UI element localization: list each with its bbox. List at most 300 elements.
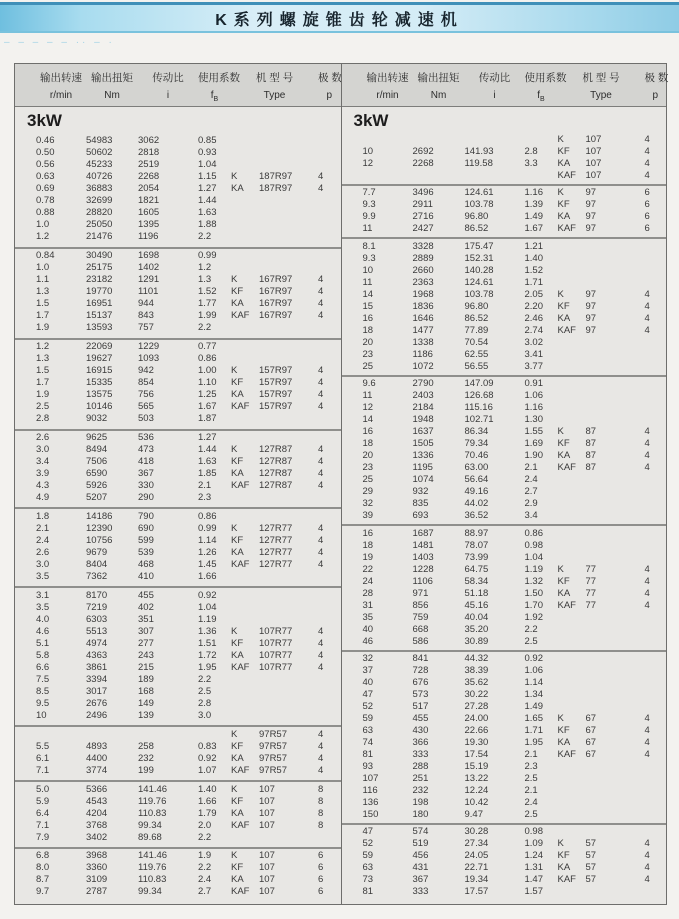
header-labels-row: [15, 69, 341, 88]
poles-cell: [645, 809, 667, 821]
table-row: [342, 361, 667, 373]
torque-cell: [86, 729, 138, 741]
torque-cell: 1195: [412, 462, 433, 474]
type-prefix-cell: KAF: [231, 310, 250, 322]
type-model-cell: 87: [585, 438, 597, 450]
table-row: [342, 223, 667, 235]
torque-cell: 856: [412, 599, 429, 611]
poles-cell: 4: [318, 389, 324, 401]
ratio-cell: 2818: [138, 147, 160, 159]
fb-cell: 1.63: [198, 207, 217, 219]
fb-cell: 1.3: [198, 274, 212, 286]
ratio-cell: [138, 729, 198, 741]
speed-cell: 8.1: [362, 240, 376, 252]
type-prefix-cell: [231, 614, 259, 626]
fb-cell: 2.5: [198, 685, 212, 697]
torque-cell: 1477: [412, 324, 434, 336]
ratio-cell: 175.47: [464, 240, 494, 252]
poles-cell: [645, 761, 667, 773]
type-prefix-cell: KA: [557, 450, 571, 462]
ratio-cell: 756: [138, 389, 154, 401]
speed-cell: 63: [362, 725, 374, 737]
table-row: [15, 298, 341, 310]
type-model-cell: 77: [585, 563, 597, 575]
ratio-cell: 35.20: [464, 623, 489, 635]
table-row: [342, 886, 667, 898]
poles-cell: [318, 698, 341, 710]
table-row: [342, 450, 667, 462]
poles-cell: [645, 612, 667, 624]
type-prefix-cell: KA: [557, 211, 571, 223]
page-title: K系列螺旋锥齿轮减速机: [215, 11, 464, 29]
torque-cell: 2403: [412, 390, 434, 402]
speed-cell: 2.5: [36, 401, 50, 413]
type-prefix-cell: [558, 653, 586, 665]
type-prefix-cell: KF: [231, 286, 244, 298]
poles-cell: 4: [318, 286, 324, 298]
type-model-cell: 167R97: [259, 310, 293, 322]
torque-cell: 9679: [86, 546, 108, 558]
type-model-cell: 127R77: [259, 558, 293, 570]
torque-cell: 932: [412, 486, 429, 498]
type-model-cell: [586, 277, 645, 289]
ratio-cell: 22.66: [464, 725, 489, 737]
type-model-cell: [586, 624, 645, 636]
speed-cell: 9.9: [362, 211, 376, 223]
ratio-cell: 152.31: [464, 252, 494, 264]
header-factor: 使用系数: [198, 72, 240, 84]
speed-cell: 3.5: [36, 601, 50, 613]
table-row: [342, 689, 667, 701]
torque-cell: 841: [412, 653, 429, 665]
speed-cell: 4.0: [36, 613, 50, 625]
table-row: [15, 523, 341, 535]
table-header: [342, 64, 667, 107]
table-row: [342, 313, 667, 325]
type-model-cell: 77: [585, 575, 597, 587]
fb-cell: 2.3: [198, 492, 212, 503]
speed-cell: 2.1: [36, 522, 50, 534]
fb-cell: 1.15: [198, 171, 217, 183]
fb-cell: 2.4: [524, 474, 538, 486]
poles-cell: [318, 207, 341, 219]
speed-cell: 0.56: [36, 159, 55, 171]
table-row: [15, 413, 341, 425]
torque-cell: 430: [412, 725, 429, 737]
poles-cell: 4: [318, 637, 324, 649]
table-row: [15, 710, 341, 722]
table-row: [15, 765, 341, 777]
poles-cell: 6: [318, 886, 324, 898]
type-model-cell: [586, 785, 645, 797]
table-row: [342, 134, 667, 146]
poles-cell: [318, 492, 341, 504]
power-label: 3kW: [353, 111, 389, 130]
spec-block: [15, 338, 341, 427]
header-torque-unit: Nm: [430, 90, 447, 101]
header-torque: 输出扭矩: [417, 72, 460, 84]
type-model-cell: [259, 674, 318, 686]
type-model-cell: 77: [585, 599, 597, 611]
header-labels-row: [342, 69, 667, 88]
type-prefix-cell: KF: [557, 145, 570, 157]
poles-cell: [318, 159, 341, 171]
ratio-cell: 49.16: [464, 486, 489, 498]
fb-cell: 2.2: [198, 322, 212, 334]
torque-cell: 1505: [412, 438, 434, 450]
fb-cell: 0.86: [198, 353, 217, 365]
table-row: [342, 158, 667, 170]
ratio-cell: 854: [138, 377, 154, 389]
table-row: [15, 741, 341, 753]
torque-cell: 759: [412, 611, 429, 623]
speed-cell: 25: [362, 360, 374, 372]
table-row: [15, 511, 341, 523]
type-model-cell: 97: [585, 312, 597, 324]
torque-cell: 5207: [86, 492, 108, 503]
speed-cell: 6.8: [36, 850, 50, 862]
type-prefix-cell: KA: [557, 587, 571, 599]
speed-cell: 12: [362, 157, 374, 169]
fb-cell: 0.98: [524, 826, 543, 838]
type-prefix-cell: [231, 674, 259, 686]
type-model-cell: [586, 486, 645, 498]
speed-cell: 59: [362, 850, 374, 862]
fb-cell: 3.02: [524, 336, 543, 348]
ratio-cell: 24.00: [464, 713, 489, 725]
poles-cell: [645, 826, 667, 838]
torque-cell: 50602: [86, 147, 113, 159]
type-prefix-cell: [558, 677, 586, 689]
torque-cell: 36883: [86, 183, 113, 195]
table-row: [342, 588, 667, 600]
fb-cell: 1.40: [524, 252, 543, 264]
speed-cell: [363, 170, 413, 182]
header-ratio: 传动比: [478, 72, 511, 84]
spec-block: [342, 823, 667, 900]
type-model-cell: [586, 677, 645, 689]
poles-cell: [318, 432, 341, 444]
fb-cell: 0.99: [198, 250, 217, 262]
poles-cell: 4: [644, 426, 650, 438]
table-row: [15, 602, 341, 614]
ratio-cell: 410: [138, 570, 154, 582]
speed-cell: 11: [362, 276, 373, 288]
speed-cell: 5.0: [36, 783, 50, 795]
table-row: [15, 808, 341, 820]
speed-cell: 0.46: [36, 135, 55, 147]
speed-cell: 107: [362, 773, 379, 785]
header-model: 机 型 号: [255, 72, 294, 84]
torque-cell: 10146: [86, 401, 113, 413]
fb-cell: 2.2: [198, 831, 212, 843]
torque-cell: 5926: [86, 480, 108, 491]
type-prefix-cell: KF: [557, 199, 570, 211]
fb-cell: 1.57: [524, 886, 543, 898]
type-prefix-cell: KAF: [557, 599, 576, 611]
ratio-cell: 79.34: [464, 438, 489, 450]
poles-cell: 6: [644, 223, 650, 235]
table-row: [342, 349, 667, 361]
ratio-cell: 38.39: [464, 665, 489, 677]
torque-cell: 251: [412, 773, 429, 785]
table-row: [15, 219, 341, 231]
ratio-cell: 96.80: [464, 211, 489, 223]
type-model-cell: 127R87: [259, 480, 293, 491]
torque-cell: 1403: [412, 551, 434, 563]
type-model-cell: [259, 686, 318, 698]
ratio-cell: 86.34: [464, 426, 489, 438]
ratio-cell: 141.93: [464, 145, 494, 157]
type-model-cell: 157R97: [259, 365, 293, 377]
type-prefix-cell: [558, 785, 586, 797]
table-row: [342, 850, 667, 862]
spec-block: [342, 375, 667, 524]
fb-cell: 1.06: [524, 390, 543, 402]
torque-cell: 14186: [86, 510, 113, 522]
ratio-cell: 124.61: [464, 187, 494, 199]
torque-cell: 4204: [86, 807, 108, 819]
type-model-cell: 107: [585, 145, 602, 157]
fb-cell: 2.2: [524, 623, 538, 635]
fb-cell: 1.49: [524, 701, 543, 713]
speed-cell: 23: [362, 348, 374, 360]
poles-cell: 4: [644, 749, 650, 761]
table-row: [15, 183, 341, 195]
torque-cell: 3109: [86, 874, 108, 886]
type-model-cell: 97: [585, 300, 597, 312]
torque-cell: 1687: [412, 527, 434, 539]
torque-cell: 13593: [86, 322, 113, 334]
type-model-cell: [586, 797, 645, 809]
torque-cell: 1968: [412, 288, 434, 300]
torque-cell: 366: [412, 737, 429, 749]
table-row: [342, 170, 667, 182]
ratio-cell: 1196: [138, 231, 159, 243]
speed-cell: 1.3: [36, 353, 50, 365]
table-header: [15, 64, 341, 107]
fb-cell: 1.45: [198, 558, 217, 570]
table-row: [342, 785, 667, 797]
fb-cell: 1.95: [198, 661, 217, 673]
table-row: [15, 135, 341, 147]
table-row: [342, 773, 667, 785]
poles-cell: [318, 219, 341, 231]
table-row: [342, 540, 667, 552]
ratio-cell: 45.16: [464, 599, 489, 611]
speed-cell: 8.0: [36, 862, 50, 874]
poles-cell: 6: [644, 199, 650, 211]
poles-cell: [645, 653, 667, 665]
table-row: [15, 796, 341, 808]
ratio-cell: 110.83: [138, 874, 167, 886]
poles-cell: [645, 265, 667, 277]
ratio-cell: 351: [138, 613, 154, 625]
speed-cell: 12: [362, 402, 374, 414]
type-model-cell: 127R77: [259, 534, 293, 546]
poles-cell: [645, 498, 667, 510]
speed-cell: 39: [362, 510, 374, 522]
fb-cell: 0.98: [524, 539, 543, 551]
torque-cell: 1228: [412, 563, 434, 575]
table-row: [342, 624, 667, 636]
ratio-cell: 88.97: [464, 527, 489, 539]
type-model-cell: 157R97: [259, 377, 293, 389]
table-row: [15, 686, 341, 698]
table-row: [342, 253, 667, 265]
speed-cell: 20: [362, 336, 374, 348]
poles-cell: 4: [318, 649, 324, 661]
ratio-cell: 141.46: [138, 783, 168, 795]
torque-cell: 232: [412, 785, 429, 797]
table-row: [15, 365, 341, 377]
torque-cell: 2268: [412, 157, 434, 169]
poles-cell: [645, 253, 667, 265]
ratio-cell: 1291: [138, 274, 160, 286]
spec-block: [342, 132, 667, 183]
fb-cell: 1.40: [198, 783, 217, 795]
ratio-cell: 243: [138, 649, 154, 661]
speed-cell: 9.7: [36, 886, 50, 898]
ratio-cell: 757: [138, 322, 154, 334]
table-row: [342, 325, 667, 337]
ratio-cell: 468: [138, 558, 154, 570]
fb-cell: 1.79: [198, 807, 217, 819]
fb-cell: 1.04: [198, 159, 217, 171]
table-body: [15, 107, 341, 904]
ratio-cell: 330: [138, 480, 154, 491]
type-prefix-cell: KAF: [557, 462, 576, 474]
type-prefix-cell: K: [231, 728, 238, 740]
type-model-cell: 97: [585, 199, 597, 211]
speed-cell: 28: [362, 587, 374, 599]
type-prefix-cell: KAF: [557, 749, 576, 761]
torque-cell: 3774: [86, 764, 108, 776]
type-prefix-cell: [558, 761, 586, 773]
type-model-cell: [259, 207, 318, 219]
speed-cell: 9.3: [362, 199, 376, 211]
speed-cell: 3.9: [36, 468, 50, 479]
poles-cell: 6: [318, 874, 324, 886]
poles-cell: 4: [318, 298, 324, 310]
torque-cell: 2363: [412, 276, 434, 288]
type-model-cell: 97: [585, 324, 597, 336]
type-prefix-cell: [558, 510, 586, 522]
poles-cell: 4: [644, 133, 650, 145]
type-prefix-cell: [558, 540, 586, 552]
fb-cell: 2.7: [198, 886, 212, 898]
type-prefix-cell: K: [557, 563, 564, 575]
ratio-cell: 44.02: [464, 498, 489, 510]
type-prefix-cell: KA: [231, 468, 244, 479]
ratio-cell: 13.22: [464, 773, 489, 785]
type-prefix-cell: [558, 414, 586, 426]
fb-cell: [198, 729, 231, 741]
type-model-cell: [586, 241, 645, 253]
speed-cell: 22: [362, 563, 374, 575]
fb-cell: 2.4: [524, 797, 538, 809]
table-row: [342, 438, 667, 450]
torque-cell: 180: [412, 809, 429, 821]
type-model-cell: 97: [585, 223, 597, 235]
header-poles: 极 数: [318, 72, 342, 84]
torque-cell: 9032: [86, 413, 108, 425]
table-row: [15, 401, 341, 413]
torque-cell: 971: [412, 587, 429, 599]
table-row: [15, 231, 341, 243]
type-prefix-cell: [231, 432, 259, 444]
poles-cell: [318, 353, 341, 365]
type-prefix-cell: KA: [231, 546, 244, 558]
type-prefix-cell: KF: [231, 456, 244, 467]
type-model-cell: [259, 710, 318, 722]
poles-cell: 4: [644, 874, 650, 886]
spec-table-right-half: [341, 64, 667, 904]
type-model-cell: [586, 378, 645, 390]
poles-cell: [318, 147, 341, 159]
fb-cell: 1.14: [198, 534, 217, 546]
fb-cell: 1.07: [198, 764, 217, 776]
torque-cell: 8494: [86, 444, 108, 455]
poles-cell: [645, 241, 667, 253]
table-row: [15, 547, 341, 559]
type-prefix-cell: [231, 231, 259, 243]
table-row: [15, 195, 341, 207]
ratio-cell: 12.24: [464, 785, 489, 797]
type-model-cell: 127R87: [259, 444, 293, 455]
fb-cell: 1.88: [198, 219, 217, 231]
ratio-cell: 58.34: [464, 575, 489, 587]
fb-cell: [525, 170, 558, 182]
fb-cell: 3.77: [524, 360, 543, 372]
table-row: [342, 265, 667, 277]
ratio-cell: 1698: [138, 250, 160, 262]
table-row: [342, 486, 667, 498]
table-row: [15, 626, 341, 638]
torque-cell: 4893: [86, 740, 108, 752]
type-model-cell: [586, 653, 645, 665]
table-row: [15, 698, 341, 710]
table-row: [342, 612, 667, 624]
poles-cell: [645, 390, 667, 402]
ratio-cell: 139: [138, 709, 154, 721]
ratio-cell: 141.46: [138, 850, 168, 862]
type-model-cell: 107: [259, 862, 275, 874]
poles-cell: 4: [644, 450, 650, 462]
torque-cell: 693: [412, 510, 429, 522]
torque-cell: 30490: [86, 250, 113, 262]
torque-cell: 19770: [86, 286, 113, 298]
type-prefix-cell: [231, 602, 259, 614]
torque-cell: 4543: [86, 795, 108, 807]
speed-cell: 31: [362, 599, 374, 611]
type-prefix-cell: [558, 528, 586, 540]
spec-table: [14, 63, 667, 905]
type-prefix-cell: KAF: [231, 764, 250, 776]
type-prefix-cell: KF: [231, 795, 244, 807]
type-prefix-cell: KF: [557, 725, 570, 737]
type-model-cell: [586, 612, 645, 624]
type-model-cell: [259, 231, 318, 243]
ratio-cell: 70.54: [464, 336, 489, 348]
ratio-cell: 44.32: [464, 653, 489, 665]
header-speed-unit: r/min: [376, 90, 399, 101]
speed-cell: 2.8: [36, 413, 50, 425]
torque-cell: 1336: [412, 450, 434, 462]
type-prefix-cell: K: [557, 288, 564, 300]
fb-cell: 3.3: [524, 157, 538, 169]
fb-cell: 3.0: [198, 709, 212, 721]
